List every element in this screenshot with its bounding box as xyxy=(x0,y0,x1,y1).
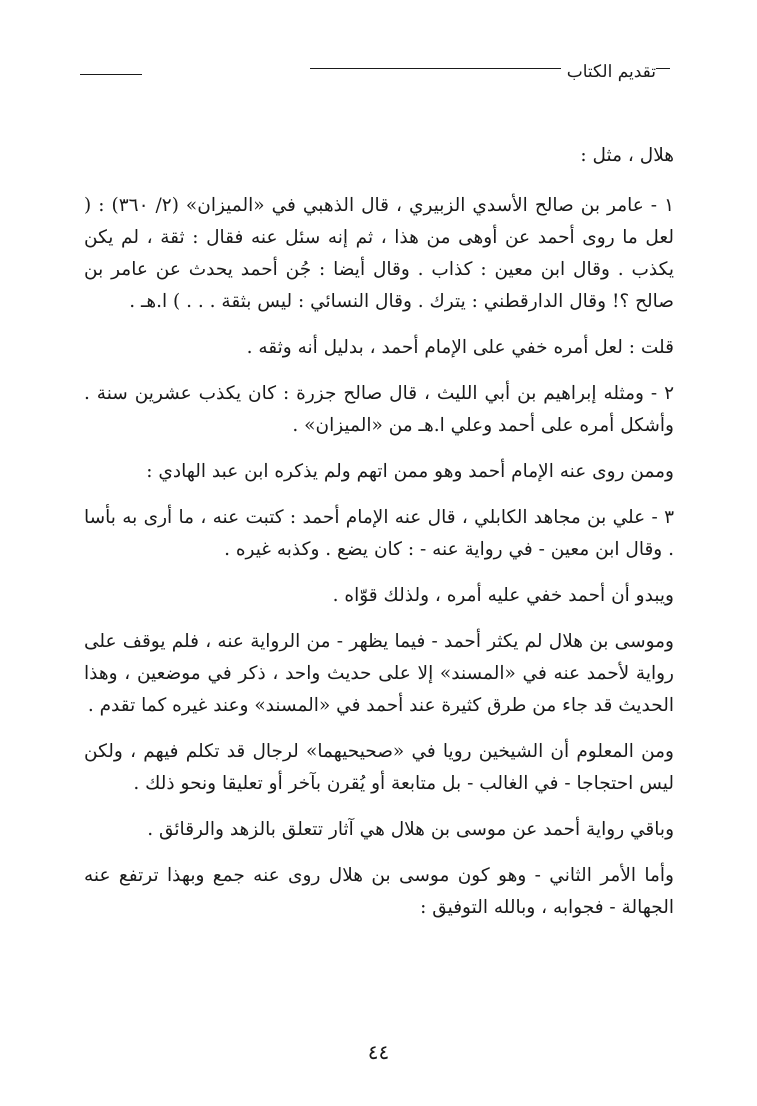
paragraph-musa: وموسى بن هلال لم يكثر أحمد - فيما يظهر - من الرواية عنه ، فلم يوقف على رواية لأحمد عنه في «المسند» إلا على حديث واحد ، ذكر في موضعين ، وهذا الحديث قد جاء من طرق كثيرة عند أحمد في «المسند» وعند غيره كما تقدم . xyxy=(84,631,674,716)
paragraph-item-3: ٣ - علي بن مجاهد الكابلي ، قال عنه الإمام أحمد : كتبت عنه ، ما أرى به بأسا . وقال ابن معين - في رواية عنه - : كان يضع . وكذبه غيره . xyxy=(84,507,674,560)
paragraph-lead-3: وممن روى عنه الإمام أحمد وهو ممن اتهم ولم يذكره ابن عبد الهادي : xyxy=(146,461,674,482)
paragraph-comment-1: قلت : لعل أمره خفي على الإمام أحمد ، بدليل أنه وثقه . xyxy=(246,337,674,358)
header-title: تقديم الكتاب xyxy=(561,62,656,82)
paragraph-shaykhayn: ومن المعلوم أن الشيخين رويا في «صحيحيهما» لرجال قد تكلم فيهم ، ولكن ليس احتجاجا - في الغالب - بل متابعة أو يُقرن بآخر أو تعليقا ونحو ذلك . xyxy=(84,741,674,794)
paragraph-item-2: ٢ - ومثله إبراهيم بن أبي الليث ، قال صالح جزرة : كان يكذب عشرين سنة . وأشكل أمره على أحمد وعلي ا.هـ من «الميزان» . xyxy=(84,383,674,436)
header-dash xyxy=(80,74,142,75)
body-text xyxy=(84,140,674,924)
running-header xyxy=(80,62,670,86)
paragraph-remaining: وباقي رواية أحمد عن موسى بن هلال هي آثار تتعلق بالزهد والرقائق . xyxy=(147,819,674,840)
paragraph-comment-3: ويبدو أن أحمد خفي عليه أمره ، ولذلك قوّاه . xyxy=(332,585,674,606)
page-number: ٤٤ xyxy=(367,1040,390,1064)
paragraph-second-matter: وأما الأمر الثاني - وهو كون موسى بن هلال روى عنه جمع وبهذا ترتفع عنه الجهالة - فجوابه ، وبالله التوفيق : xyxy=(84,865,674,918)
paragraph-item-1: ١ - عامر بن صالح الأسدي الزبيري ، قال الذهبي في «الميزان» (٢/ ٣٦٠) : ( لعل ما روى أحمد عن أوهى من هذا ، ثم إنه سئل عنه فقال : ثقة ، لم يكن يكذب . وقال ابن معين : كذاب . وقال أيضا : جُن أحمد يحدث عن عامر بن صالح ؟! وقال الدارقطني : يترك . وقال النسائي : ليس بثقة . . . ) ا.هـ . xyxy=(84,195,674,312)
paragraph-intro: هلال ، مثل : xyxy=(580,145,674,166)
